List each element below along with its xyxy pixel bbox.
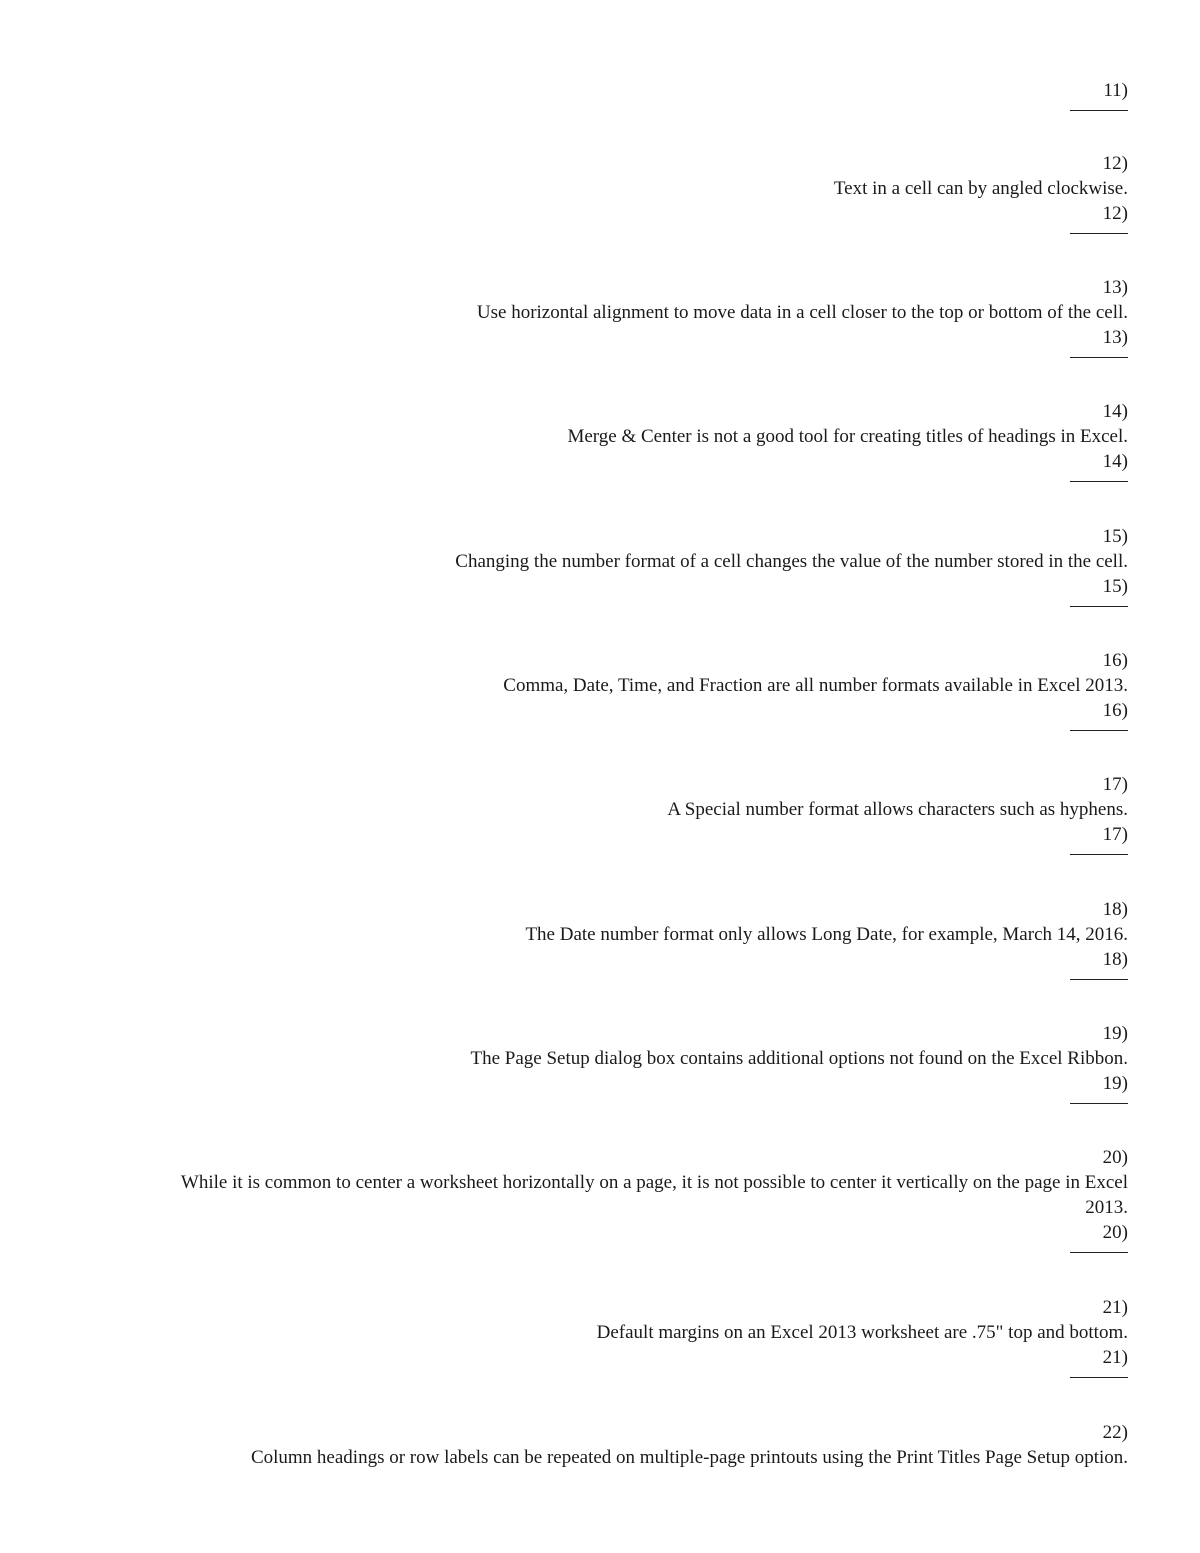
question-14 [138, 399, 1128, 482]
question-statement: Text in a cell can by angled clockwise. [833, 178, 1128, 199]
question-number: 16) [1102, 700, 1128, 721]
question-number: 19) [1102, 1023, 1128, 1044]
question-number: 20) [1102, 1147, 1128, 1168]
answer-blank [1070, 606, 1128, 607]
question-number: 20) [1102, 1222, 1128, 1243]
question-number: 21) [1102, 1297, 1128, 1318]
answer-blank [1070, 481, 1128, 482]
question-statement: Merge & Center is not a good tool for creating titles of headings in Excel. [567, 426, 1128, 447]
question-number: 16) [1102, 650, 1128, 671]
question-number: 11) [1103, 80, 1128, 101]
answer-blank [1070, 1103, 1128, 1104]
question-number: 22) [1102, 1422, 1128, 1443]
question-statement: Comma, Date, Time, and Fraction are all number formats available in Excel 2013. [503, 675, 1128, 696]
question-statement: While it is common to center a worksheet horizontally on a page, it is not possible to center it vertically on the page in Excel 2013. [180, 1172, 1128, 1218]
question-statement: A Special number format allows characters such as hyphens. [667, 799, 1128, 820]
answer-blank [1070, 233, 1128, 234]
question-13 [138, 275, 1128, 358]
question-number: 17) [1102, 824, 1128, 845]
question-12 [138, 151, 1128, 234]
question-11 [138, 78, 1128, 111]
answer-blank [1070, 1377, 1128, 1378]
question-statement: Use horizontal alignment to move data in a cell closer to the top or bottom of the cell. [476, 302, 1128, 323]
question-number: 17) [1102, 774, 1128, 795]
question-statement: Changing the number format of a cell changes the value of the number stored in the cell. [455, 551, 1128, 572]
question-18 [138, 897, 1128, 980]
question-17 [138, 772, 1128, 855]
question-15 [138, 524, 1128, 607]
question-statement: The Page Setup dialog box contains additional options not found on the Excel Ribbon. [470, 1048, 1128, 1069]
answer-blank [1070, 979, 1128, 980]
question-number: 14) [1102, 451, 1128, 472]
answer-blank [1070, 854, 1128, 855]
question-number: 14) [1102, 401, 1128, 422]
question-number: 15) [1102, 576, 1128, 597]
question-statement: The Date number format only allows Long Date, for example, March 14, 2016. [525, 924, 1128, 945]
question-21 [138, 1295, 1128, 1378]
question-number: 13) [1102, 277, 1128, 298]
answer-blank [1070, 1252, 1128, 1253]
question-number: 18) [1102, 899, 1128, 920]
question-19 [138, 1021, 1128, 1104]
question-16 [138, 648, 1128, 731]
question-number: 12) [1102, 203, 1128, 224]
question-22 [138, 1420, 1128, 1470]
question-number: 15) [1102, 526, 1128, 547]
question-number: 13) [1102, 327, 1128, 348]
answer-blank [1070, 730, 1128, 731]
question-statement: Default margins on an Excel 2013 worksheet are .75" top and bottom. [596, 1322, 1128, 1343]
question-number: 12) [1102, 153, 1128, 174]
question-number: 18) [1102, 949, 1128, 970]
answer-blank [1070, 110, 1128, 111]
question-number: 19) [1102, 1073, 1128, 1094]
question-20 [138, 1145, 1128, 1253]
question-number: 21) [1102, 1347, 1128, 1368]
answer-blank [1070, 357, 1128, 358]
question-statement: Column headings or row labels can be repeated on multiple-page printouts using the Print Titles Page Setup option. [250, 1447, 1128, 1468]
